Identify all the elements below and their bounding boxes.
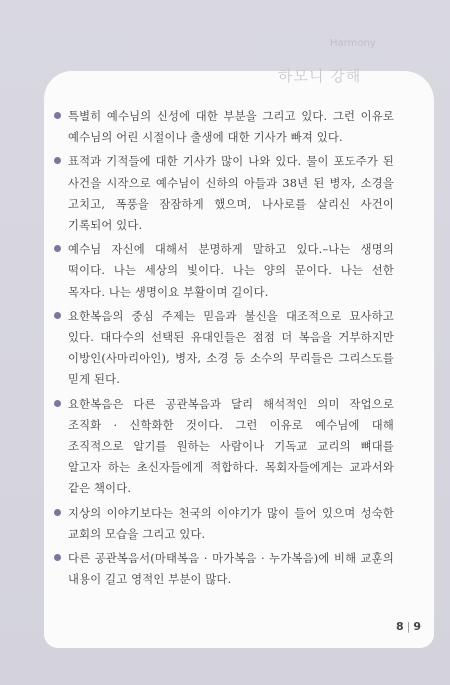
bullet-icon: [54, 509, 61, 516]
list-item-text: 요한복음은 다른 공관복음과 달리 해석적인 의미 작업으로 조직화 · 신학화한 것이다. 그런 이유로 예수님에 대해 조직적으로 알기를 원하는 사람이나 기독교 교리의 뼈대를 알고자 하는 초신자들에게 적합하다. 목회자들에게는 교과서와 같은 책이다.: [68, 397, 394, 496]
list-item: [54, 548, 394, 590]
list-item: [54, 306, 394, 391]
list-item: [54, 503, 394, 545]
bullet-icon: [54, 400, 61, 407]
page-separator: |: [406, 620, 411, 633]
bullet-icon: [54, 312, 61, 319]
list-item-text: 다른 공관복음서(마태복음 · 마가복음 · 누가복음)에 비해 교훈의 내용이 길고 영적인 부분이 많다.: [68, 552, 394, 587]
list-item: [54, 106, 394, 148]
left-page-number: 8: [396, 620, 404, 633]
bullet-icon: [54, 554, 61, 561]
section-watermark: 하모니 강해: [278, 67, 362, 85]
header-small-label: Harmony: [330, 38, 376, 49]
bullet-icon: [54, 112, 61, 119]
list-item: [54, 394, 394, 500]
bullet-icon: [54, 245, 61, 252]
page-number: [396, 620, 421, 633]
list-item-text: 표적과 기적들에 대한 기사가 많이 나와 있다. 물이 포도주가 된 사건을 시작으로 예수님이 신하의 아들과 38년 된 병자, 소경을 고치고, 폭풍을 잠잠하게 했으며, 나사로를 살리신 사건이 기록되어 있다.: [68, 155, 394, 233]
right-page-number: 9: [413, 620, 422, 633]
list-item-text: 특별히 예수님의 신성에 대한 부분을 그리고 있다. 그런 이유로 예수님의 어린 시절이나 출생에 대한 기사가 빠져 있다.: [68, 110, 394, 145]
list-item-text: 요한복음의 중심 주제는 믿음과 불신을 대조적으로 묘사하고 있다. 대다수의 선택된 유대인들은 점점 더 복음을 거부하지만 이방인(사마리아인), 병자, 소경 등 소수의 무리들은 그리스도를 믿게 된다.: [68, 309, 394, 387]
list-item: [54, 151, 394, 236]
list-item-text: 지상의 이야기보다는 천국의 이야기가 많이 들어 있으며 성숙한 교회의 모습을 그리고 있다.: [68, 506, 394, 541]
bullet-icon: [54, 157, 61, 164]
bullet-list: [54, 106, 394, 593]
list-item: [54, 239, 394, 303]
list-item-text: 예수님 자신에 대해서 분명하게 말하고 있다.–나는 생명의 떡이다. 나는 세상의 빛이다. 나는 양의 문이다. 나는 선한 목자다. 나는 생명이요 부활이며 길이다.: [68, 243, 394, 299]
